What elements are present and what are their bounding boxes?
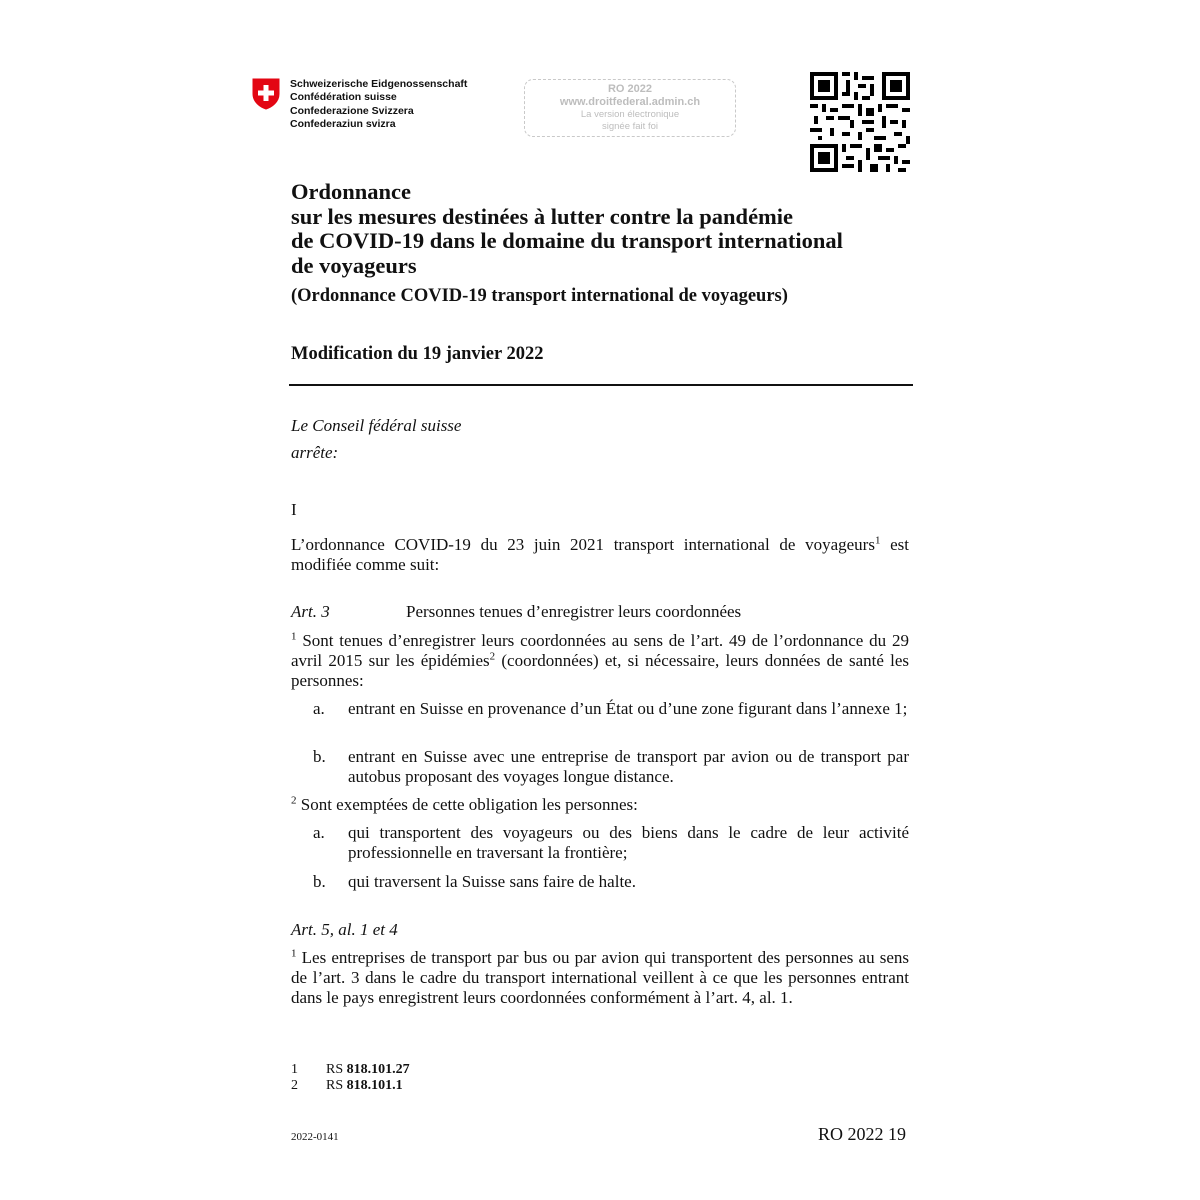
footnote-number: 1: [291, 1062, 298, 1077]
document-number: 2022-0141: [291, 1131, 339, 1143]
decree-word: arrête:: [291, 443, 339, 462]
title-divider: [289, 384, 913, 386]
footnote-reference: 818.101.1: [346, 1078, 403, 1093]
footnote-ref: 2: [489, 650, 496, 663]
list-letter: a.: [313, 699, 325, 718]
council-name: Le Conseil fédéral suisse: [291, 416, 462, 435]
intro-text: L’ordonnance COVID-19 du 23 juin 2021 transport international de voyageurs: [291, 535, 875, 554]
stamp-url: www.droitfederal.admin.ch: [559, 96, 701, 108]
para-text: Sont tenues d’enregistrer leurs coordonnées au sens de l’art. 49 de l’ordonnance du 29 avril 2015 sur les épidémies: [291, 631, 909, 670]
para-text: Les entreprises de transport par bus ou par avion qui transportent des personnes au sens de l’art. 3 dans le cadre du transport international veillent à ce que les personnes entrant dans le pays enregistrent leurs coordonnées conformément à l’art. 4, al. 1.: [291, 948, 909, 1007]
intro-paragraph: [291, 535, 909, 575]
stamp-line-3: La version électronique: [580, 109, 680, 120]
list-item: qui traversent la Suisse sans faire de halte.: [348, 872, 636, 891]
federation-name-rm: Confederaziun svizra: [290, 117, 396, 130]
title-line: sur les mesures destinées à lutter contre la pandémie: [291, 203, 794, 229]
article-5-para-1: [291, 948, 909, 1007]
paragraph-number: 1: [291, 947, 297, 960]
footnote-prefix: RS: [326, 1078, 347, 1093]
footnote-number: 2: [291, 1078, 298, 1093]
article-3-para-1: [291, 631, 909, 690]
footnote-reference: 818.101.27: [346, 1062, 410, 1077]
article-3-para-2: [291, 795, 638, 815]
section-number: I: [291, 500, 297, 519]
ordinance-title: [291, 180, 911, 278]
ordinance-short-title: (Ordonnance COVID-19 transport international de voyageurs): [291, 286, 788, 306]
footnote-text: [326, 1078, 403, 1094]
paragraph-number: 1: [291, 630, 297, 643]
federation-name-it: Confederazione Svizzera: [290, 104, 414, 117]
intro-text-end: est modifiée comme suit:: [291, 535, 909, 574]
swiss-coat-of-arms-icon: [252, 78, 280, 110]
article-5-label: Art. 5, al. 1 et 4: [291, 920, 398, 939]
list-letter: b.: [313, 747, 326, 766]
para-text: (coordonnées) et, si nécessaire, leurs données de santé les personnes:: [291, 650, 909, 690]
federation-name-block: [290, 78, 467, 131]
electronic-signature-stamp: [524, 79, 736, 137]
list-letter: a.: [313, 823, 325, 842]
federation-name-de: Schweizerische Eidgenossenschaft: [290, 78, 468, 90]
list-letter: b.: [313, 872, 326, 891]
title-line: de COVID-19 dans le domaine du transport international: [291, 228, 843, 253]
stamp-line-4: signée fait foi: [602, 121, 658, 132]
title-line: de voyageurs: [291, 252, 417, 278]
qr-code-icon: [810, 72, 910, 172]
stamp-ro: RO 2022: [607, 83, 653, 95]
footnote-ref: 1: [874, 534, 881, 547]
modification-date: Modification du 19 janvier 2022: [291, 344, 544, 364]
para-text: Sont exemptées de cette obligation les personnes:: [296, 795, 638, 814]
list-item: entrant en Suisse avec une entreprise de transport par avion ou de transport par autobus proposant des voyages longue distance.: [348, 747, 909, 786]
article-3-label: Art. 3: [291, 602, 330, 621]
footnote-text: [326, 1062, 410, 1078]
list-item: qui transportent des voyageurs ou des biens dans le cadre de leur activité professionnelle en traversant la frontière;: [348, 823, 909, 862]
list-item: entrant en Suisse en provenance d’un État ou d’une zone figurant dans l’annexe 1;: [348, 699, 908, 718]
official-compilation-reference: RO 2022 19: [818, 1124, 907, 1144]
title-line: Ordonnance: [291, 179, 412, 204]
federation-name-fr: Confédération suisse: [290, 91, 397, 104]
paragraph-number: 2: [291, 794, 297, 807]
footnote-prefix: RS: [326, 1062, 347, 1077]
article-3-heading: Personnes tenues d’enregistrer leurs coordonnées: [406, 602, 742, 621]
